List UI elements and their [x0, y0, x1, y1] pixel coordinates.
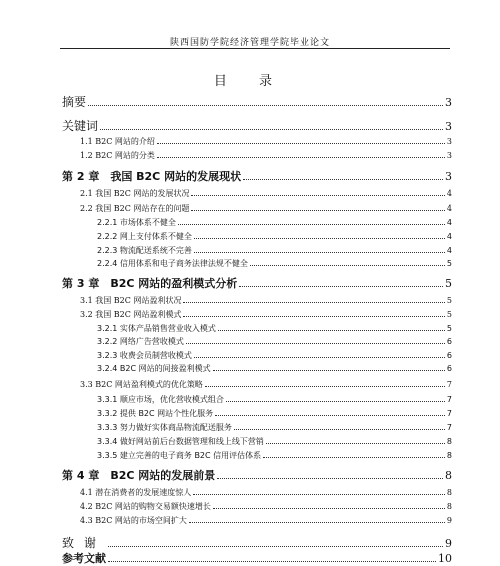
- toc-leader-dots: [191, 195, 444, 196]
- toc-entry-page-number: 4: [446, 246, 452, 255]
- toc-entry-page-number: 5: [446, 296, 452, 305]
- toc-entry-page-number: 8: [445, 469, 452, 482]
- toc-leader-dots: [194, 357, 445, 358]
- toc-leader-dots: [213, 508, 445, 509]
- toc-entry-page-number: 7: [446, 423, 452, 432]
- toc-entry-page-number: 4: [446, 189, 452, 198]
- toc-entry-page-number: 4: [446, 232, 452, 241]
- toc-entry-label: 关键词: [62, 119, 99, 133]
- toc-entry-label: 2.2.2 网上支付体系不健全: [97, 232, 192, 241]
- toc-entry-page-number: 4: [446, 204, 452, 213]
- toc-entry-label: 摘要: [62, 95, 87, 109]
- toc-leader-dots: [157, 143, 445, 144]
- toc-leader-dots: [194, 252, 445, 253]
- toc-leader-dots: [239, 286, 443, 287]
- toc-entry-label: 3.3.2 提供 B2C 网站个性化服务: [97, 409, 214, 418]
- toc-leader-dots: [213, 370, 445, 371]
- toc-leader-dots: [157, 157, 445, 158]
- toc-entry-page-number: 3: [446, 137, 452, 146]
- toc-entry-label: 3.2.4 B2C 网站的间接盈利模式: [97, 364, 211, 373]
- toc-entry-page-number: 6: [446, 337, 452, 346]
- toc-entry-label: 2.2.3 物流配送系统不完善: [97, 246, 192, 255]
- toc-entry-label: 3.2 我国 B2C 网站盈利模式: [80, 310, 182, 319]
- toc-entry-label: 3.1 我国 B2C 网站盈利状况: [80, 296, 182, 305]
- toc-entry-page-number: 3: [445, 170, 452, 183]
- toc-leader-dots: [215, 415, 445, 416]
- toc-entry-page-number: 7: [446, 409, 452, 418]
- toc-leader-dots: [88, 105, 443, 106]
- toc-entry-label: 1.2 B2C 网站的分类: [80, 151, 155, 160]
- toc-entry-page-number: 3: [445, 120, 452, 133]
- toc-entry-label: 3.3 B2C 网站盈利模式的优化策略: [80, 380, 203, 389]
- toc-entry-page-number: 6: [446, 351, 452, 360]
- toc-leader-dots: [205, 386, 445, 387]
- toc-leader-dots: [183, 302, 444, 303]
- toc-entry-label: 致谢: [62, 536, 107, 550]
- toc-entry-label: 1.1 B2C 网站的介绍: [80, 137, 155, 146]
- toc-leader-dots: [226, 401, 445, 402]
- toc-leader-dots: [183, 316, 444, 317]
- toc-entry-page-number: 8: [446, 437, 452, 446]
- toc-entry-label: 参考文献: [62, 552, 106, 565]
- toc-entry-page-number: 4: [446, 218, 452, 227]
- toc-entry-page-number: 3: [445, 96, 452, 109]
- toc-entry-label: 4.2 B2C 网站的购物交易额快速增长: [80, 502, 211, 511]
- toc-leader-dots: [191, 210, 444, 211]
- toc-entry-label: 3.2.1 实体产品销售营业收入模式: [97, 324, 216, 333]
- toc-leader-dots: [217, 478, 443, 479]
- toc-entry-label: 3.3.4 做好网站前后台数据管理和线上线下营销: [97, 437, 264, 446]
- toc-entry-label: 第 4 章 B2C 网站的发展前景: [62, 469, 216, 482]
- toc-entry-label: 3.3.1 顺应市场，优化营收模式组合: [97, 395, 224, 404]
- toc-entry-page-number: 7: [446, 380, 452, 389]
- toc-leader-dots: [189, 522, 445, 523]
- toc-leader-dots: [108, 561, 436, 562]
- toc-entry-label: 4.3 B2C 网站的市场空间扩大: [80, 516, 187, 525]
- toc-entry-label: 2.1 我国 B2C 网站的发展状况: [80, 189, 190, 198]
- toc-entry-label: 3.3.5 建立完善的电子商务 B2C 信用评估体系: [97, 451, 262, 460]
- toc-entry-label: 2.2.4 信用体系和电子商务法律法规不健全: [97, 259, 248, 268]
- toc-leader-dots: [234, 429, 445, 430]
- toc-entry-label: 第 2 章 我国 B2C 网站的发展现状: [62, 170, 242, 183]
- toc-entry-page-number: 3: [446, 151, 452, 160]
- toc-entry-page-number: 9: [445, 537, 452, 550]
- toc-entry-page-number: 9: [446, 516, 452, 525]
- toc-title: 目 录: [213, 74, 287, 89]
- toc-entry-page-number: 8: [446, 488, 452, 497]
- toc-entry-page-number: 7: [446, 395, 452, 404]
- toc-entry-page-number: 5: [446, 310, 452, 319]
- running-header: 陕西国防学院经济管理学院毕业论文: [169, 38, 330, 48]
- toc-entry-page-number: 5: [446, 324, 452, 333]
- toc-leader-dots: [243, 179, 443, 180]
- toc-entry-page-number: 5: [446, 259, 452, 268]
- toc-leader-dots: [108, 546, 443, 547]
- toc-entry-label: 3.2.3 收费会员制营收模式: [97, 351, 192, 360]
- toc-leader-dots: [193, 494, 445, 495]
- toc-leader-dots: [266, 443, 445, 444]
- toc-entry-page-number: 8: [446, 502, 452, 511]
- toc-entry-label: 2.2 我国 B2C 网站存在的问题: [80, 204, 190, 213]
- toc-leader-dots: [194, 238, 445, 239]
- toc-entry-page-number: 6: [446, 364, 452, 373]
- toc-entry-page-number: 10: [438, 552, 452, 565]
- toc-entry-page-number: 5: [445, 277, 452, 290]
- toc-entry-label: 3.3.3 努力做好实体商品物流配送服务: [97, 423, 232, 432]
- toc-leader-dots: [186, 343, 445, 344]
- toc-entry-page-number: 8: [446, 451, 452, 460]
- toc-leader-dots: [218, 330, 445, 331]
- toc-entry-label: 第 3 章 B2C 网站的盈利模式分析: [62, 277, 238, 290]
- toc-leader-dots: [263, 457, 445, 458]
- toc-leader-dots: [250, 265, 445, 266]
- toc-entry-label: 3.2.2 网络广告营收模式: [97, 337, 184, 346]
- toc-leader-dots: [178, 224, 445, 225]
- toc-entry-label: 2.2.1 市场体系不健全: [97, 218, 176, 227]
- toc-entry-label: 4.1 潜在消费者的发展速度惊人: [80, 488, 192, 497]
- toc-leader-dots: [100, 129, 443, 130]
